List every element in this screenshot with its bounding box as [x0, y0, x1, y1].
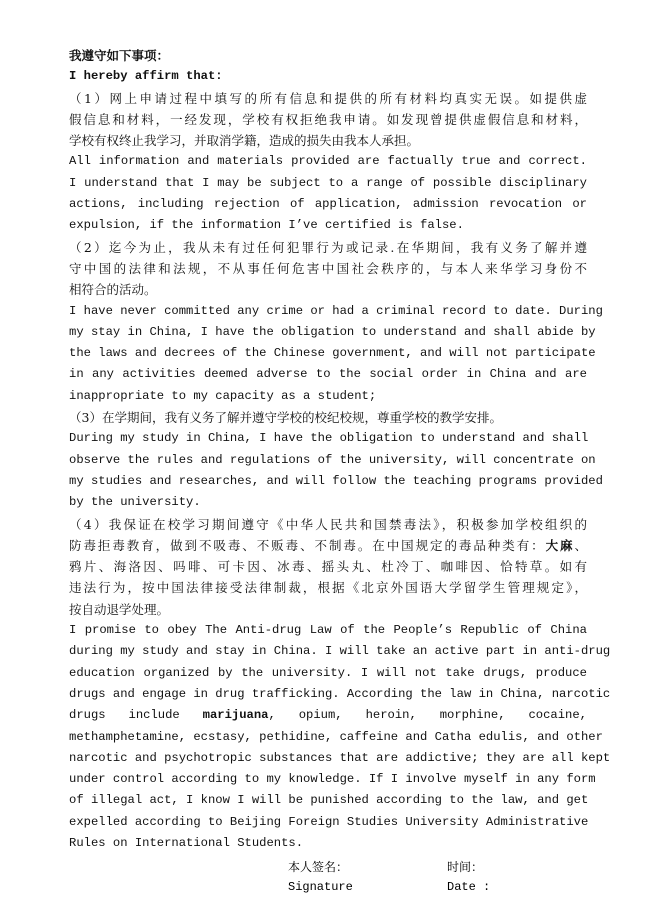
item3-cn-line: （3）在学期间，我有义务了解并遵守学校的校纪校规，尊重学校的教学安排。	[69, 410, 502, 426]
item1-en-line: expulsion, if the information I’ve certified is false.	[69, 218, 464, 233]
item3-en-line: observe the rules and regulations of the university, will concentrate on	[69, 452, 596, 467]
heading-chinese: 我遵守如下事项：	[69, 48, 170, 63]
signature-label-cn: 本人签名：	[288, 860, 349, 874]
item2-cn-line: （2）迄今为止，我从未有过任何犯罪行为或记录.在华期间，我有义务了解并遵	[69, 239, 587, 255]
item2-en-line: in any activities deemed adverse to the social order in China and are	[69, 367, 587, 382]
item4-en-line: of illegal act, I know I will be punished according to the law, and get	[69, 793, 589, 808]
item4-en-line: expelled according to Beijing Foreign Studies University Administrative	[69, 814, 589, 829]
item1-cn-line: 学校有权终止我学习，并取消学籍，造成的损失由我本人承担。	[69, 133, 420, 149]
item1-en-line: actions, including rejection of application, admission revocation or	[69, 197, 587, 212]
item4-cn-line: 鸦片、海洛因、吗啡、可卡因、冰毒、摇头丸、杜冷丁、咖啡因、恰特草。如有	[69, 559, 587, 575]
item1-cn-line: （1）网上申请过程中填写的所有信息和提供的所有材料均真实无误。如提供虚	[69, 90, 587, 106]
item4-cn-line: 防毒拒毒教育，做到不吸毒、不贩毒、不制毒。在中国规定的毒品种类有：大麻、	[69, 537, 587, 553]
item4-en-line: under control according to my knowledge. If I involve myself in any form	[69, 772, 596, 787]
item4-en-line: narcotic and psychotropic substances that are addictive; they are all kept	[69, 750, 611, 765]
item1-cn-line: 假信息和材料，一经发现，学校有权拒绝我申请。如发现曾提供虚假信息和材料，	[69, 111, 587, 127]
emphasized-term: 大麻	[545, 537, 575, 553]
item2-en-line: inappropriate to my capacity as a student;	[69, 388, 377, 403]
item4-en-line: I promise to obey The Anti-drug Law of the People’s Republic of China	[69, 623, 587, 638]
item4-en-line: drugs include marijuana, opium, heroin, morphine, cocaine,	[69, 708, 587, 723]
item4-en-line: Rules on International Students.	[69, 835, 304, 850]
item4-en-line: drugs and engage in drug trafficking. According the law in China, narcotic	[69, 686, 611, 701]
item4-cn-line: （4）我保证在校学习期间遵守《中华人民共和国禁毒法》，积极参加学校组织的	[69, 516, 587, 532]
time-label-cn: 时间：	[447, 860, 484, 874]
item1-en-line: All information and materials provided are factually true and correct.	[69, 154, 587, 169]
item4-en-line: education organized by the university. I will not take drugs, produce	[69, 665, 587, 680]
date-label-en: Date :	[447, 880, 491, 894]
item3-en-line: During my study in China, I have the obligation to understand and shall	[69, 431, 589, 446]
item4-en-line: during my study and stay in China. I will take an active part in anti-drug	[69, 644, 611, 659]
item3-en-line: by the university.	[69, 495, 201, 510]
item4-cn-line: 违法行为，按中国法律接受法律制裁，根据《北京外国语大学留学生管理规定》，	[69, 580, 587, 596]
item3-en-line: my studies and researches, and will follow the teaching programs provided	[69, 473, 603, 488]
affirmation-document	[69, 45, 611, 854]
item1-en-line: I understand that I may be subject to a range of possible disciplinary	[69, 175, 587, 190]
item4-cn-line: 按自动退学处理。	[69, 601, 170, 617]
item2-en-line: I have never committed any crime or had a criminal record to date. During	[69, 303, 603, 318]
heading-english: I hereby affirm that:	[69, 69, 223, 84]
item2-cn-line: 相符合的活动。	[69, 282, 157, 298]
emphasized-term: marijuana	[202, 708, 269, 723]
item2-cn-line: 守中国的法律和法规，不从事任何危害中国社会秩序的，与本人来华学习身份不	[69, 260, 587, 276]
item2-en-line: my stay in China, I have the obligation to understand and shall abide by	[69, 324, 596, 339]
signature-label-en: Signature	[288, 880, 353, 894]
item4-en-line: methamphetamine, ecstasy, pethidine, caffeine and Catha edulis, and other	[69, 729, 603, 744]
item2-en-line: the laws and decrees of the Chinese government, and will not participate	[69, 346, 596, 361]
